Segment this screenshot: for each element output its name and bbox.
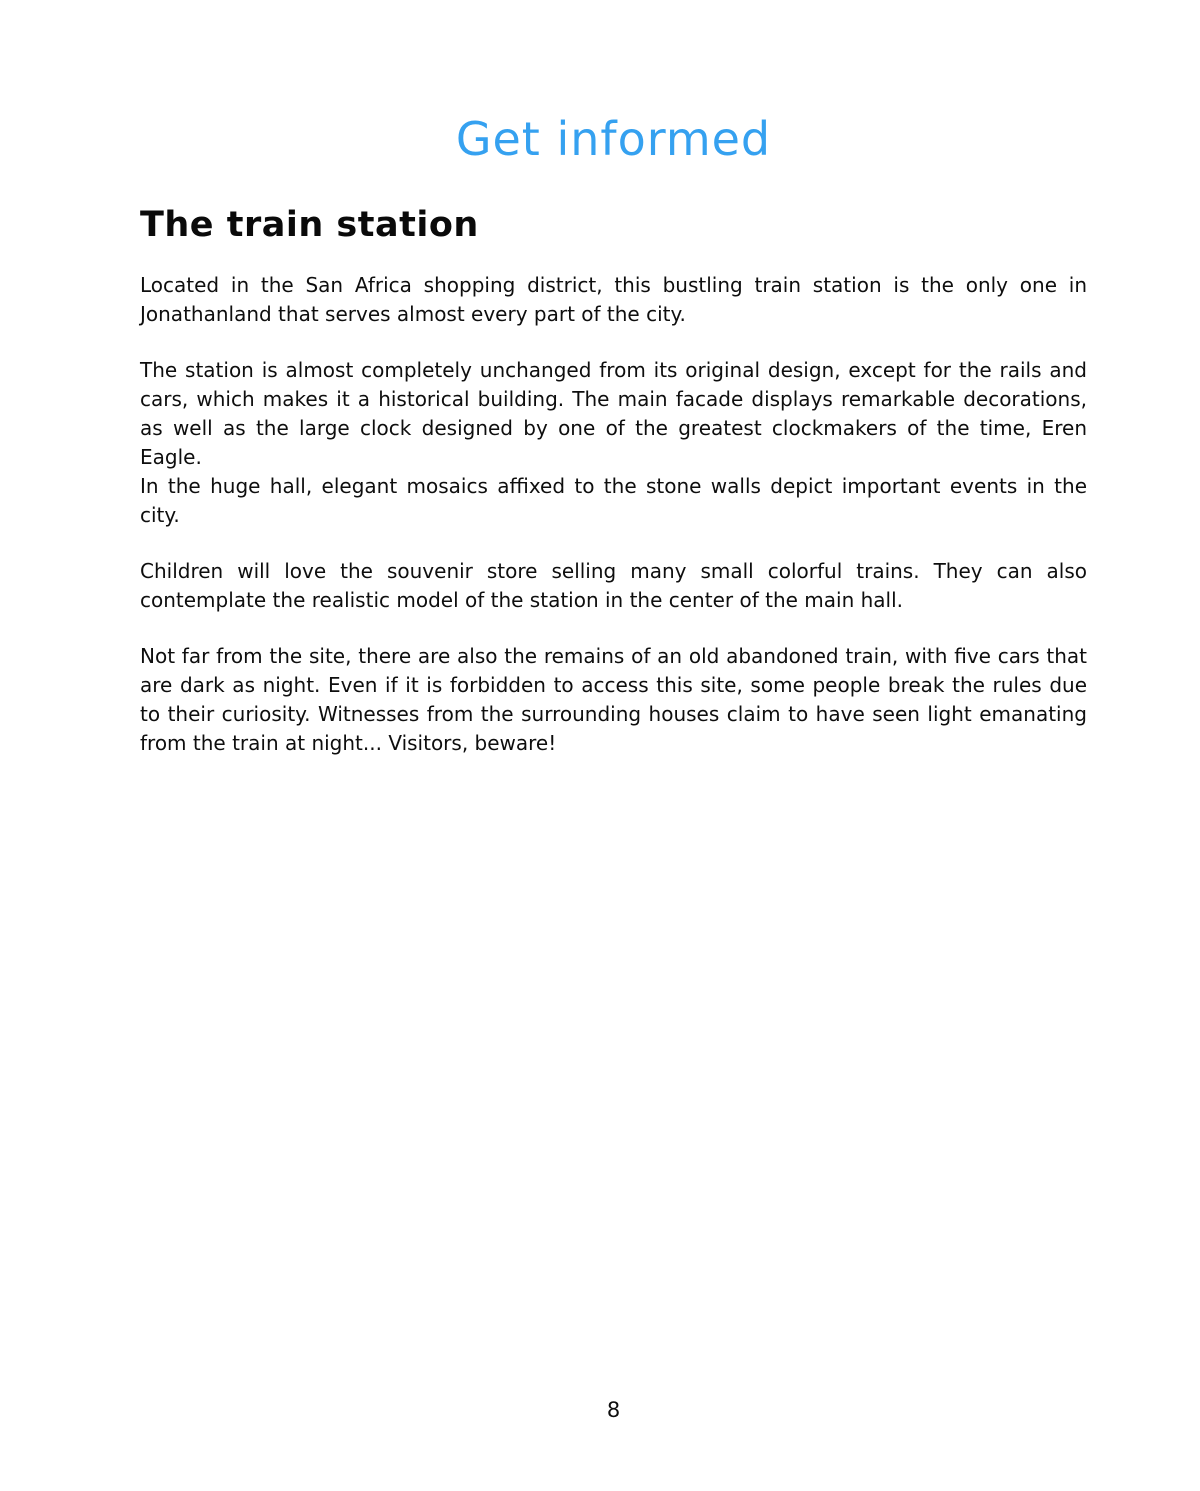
paragraph-children: Children will love the souvenir store selling many small colorful trains. They can also contemplate the realistic model of the station in the center of the main hall. xyxy=(140,559,1087,613)
document-page xyxy=(140,0,1087,758)
section-heading: The train station xyxy=(140,205,479,246)
page-number: 8 xyxy=(606,1398,621,1422)
page-title: Get informed xyxy=(455,112,772,166)
paragraph-intro: Located in the San Africa shopping district, this bustling train station is the only one in Jonathanland that serves almost every part of the city. xyxy=(140,273,1087,327)
paragraph-hall-mosaics: In the huge hall, elegant mosaics affixed to the stone walls depict important events in the city. xyxy=(140,474,1087,528)
paragraph-abandoned-train: Not far from the site, there are also the remains of an old abandoned train, with five cars that are dark as night. Even if it is forbidden to access this site, some people break the rules due to their curiosity. Witnesses from the surrounding houses claim to have seen light emanating from the train at night... Visitors, beware! xyxy=(140,644,1087,756)
paragraph-station-design: The station is almost completely unchanged from its original design, except for the rails and cars, which makes it a historical building. The main facade displays remarkable decorations, as well as the large clock designed by one of the greatest clockmakers of the time, Eren Eagle. xyxy=(140,358,1087,470)
